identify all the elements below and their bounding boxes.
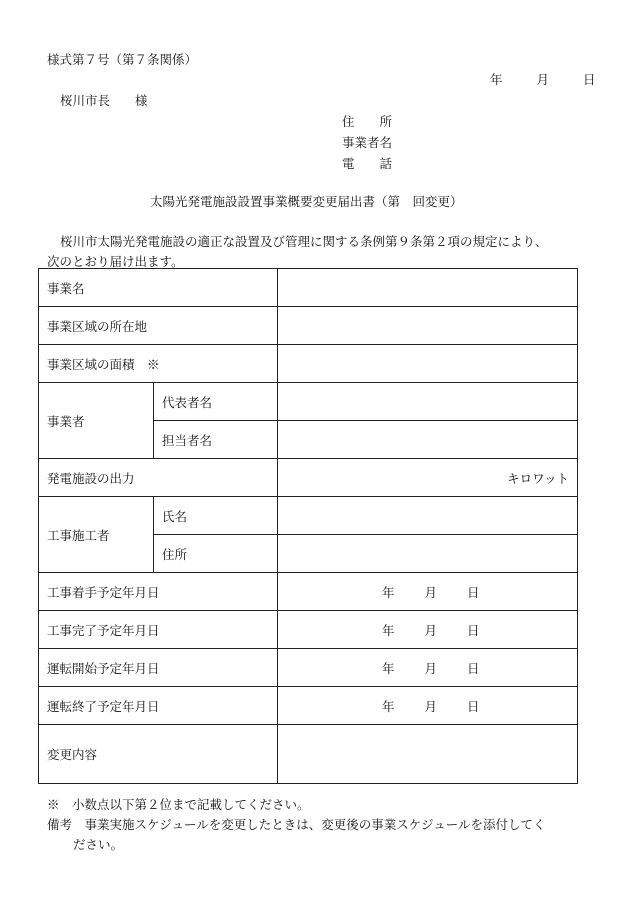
change-details-field[interactable] <box>278 725 578 784</box>
form-number: 様式第７号（第７条関係） <box>47 52 198 67</box>
row-label-contractor: 工事施工者 <box>39 497 154 573</box>
row-label-construction-end: 工事完了予定年月日 <box>39 611 278 649</box>
row-label-output: 発電施設の出力 <box>39 459 278 497</box>
day-label: 日 <box>467 622 480 638</box>
date-year-label: 年 <box>490 72 503 87</box>
contractor-address-field[interactable] <box>278 535 578 573</box>
row-label-operation-end: 運転終了予定年月日 <box>39 687 278 725</box>
operation-start-date-field[interactable] <box>278 649 578 687</box>
row-label-area-size: 事業区域の面積 ※ <box>39 345 278 383</box>
date-month-label: 月 <box>536 72 550 87</box>
remarks-line-2: ださい。 <box>73 837 124 852</box>
area-size-field[interactable] <box>278 345 578 383</box>
row-label-representative: 代表者名 <box>154 383 278 421</box>
month-label: 月 <box>424 584 438 600</box>
document-title: 太陽光発電施設設置事業概要変更届出書（第 回変更） <box>150 194 463 209</box>
table-row <box>39 611 578 649</box>
table-row <box>39 687 578 725</box>
row-label-area-location: 事業区域の所在地 <box>39 307 278 345</box>
addressee: 桜川市長 様 <box>60 93 148 108</box>
address-label: 住 所 <box>342 114 393 129</box>
row-label-business-name: 事業名 <box>39 269 278 307</box>
date-day-label: 日 <box>583 72 596 87</box>
table-row <box>39 307 578 345</box>
output-unit: キロワット <box>507 470 570 486</box>
notification-table <box>38 268 578 784</box>
month-label: 月 <box>424 660 438 676</box>
table-row <box>39 269 578 307</box>
table-row <box>39 345 578 383</box>
row-label-change-details: 変更内容 <box>39 725 278 784</box>
table-row <box>39 459 578 497</box>
footnote: ※ 小数点以下第２位まで記載してください。 <box>47 797 310 812</box>
construction-end-date-field[interactable] <box>278 611 578 649</box>
row-label-contractor-name: 氏名 <box>154 497 278 535</box>
contractor-name-field[interactable] <box>278 497 578 535</box>
day-label: 日 <box>467 660 480 676</box>
output-field[interactable] <box>278 459 578 497</box>
table-row <box>39 497 578 535</box>
table-row <box>39 383 578 421</box>
day-label: 日 <box>467 584 480 600</box>
contact-person-field[interactable] <box>278 421 578 459</box>
row-label-contact-person: 担当者名 <box>154 421 278 459</box>
row-label-construction-start: 工事着手予定年月日 <box>39 573 278 611</box>
construction-start-date-field[interactable] <box>278 573 578 611</box>
business-name-field[interactable] <box>278 269 578 307</box>
row-label-operator: 事業者 <box>39 383 154 459</box>
operation-end-date-field[interactable] <box>278 687 578 725</box>
table-row <box>39 573 578 611</box>
month-label: 月 <box>424 622 438 638</box>
business-name-label: 事業者名 <box>342 135 393 150</box>
area-location-field[interactable] <box>278 307 578 345</box>
intro-line-2: 次のとおり届け出ます。 <box>47 254 184 269</box>
intro-line-1: 桜川市太陽光発電施設の適正な設置及び管理に関する条例第９条第２項の規定により、 <box>60 234 548 249</box>
day-label: 日 <box>467 698 480 714</box>
year-label: 年 <box>382 584 395 600</box>
year-label: 年 <box>382 698 395 714</box>
representative-field[interactable] <box>278 383 578 421</box>
phone-label: 電 話 <box>342 156 393 171</box>
row-label-contractor-address: 住所 <box>154 535 278 573</box>
month-label: 月 <box>424 698 438 714</box>
year-label: 年 <box>382 622 395 638</box>
year-label: 年 <box>382 660 395 676</box>
table-row <box>39 649 578 687</box>
row-label-operation-start: 運転開始予定年月日 <box>39 649 278 687</box>
remarks-line-1: 備考 事業実施スケジュールを変更したときは、変更後の事業スケジュールを添付してく <box>47 817 546 832</box>
date-line <box>490 70 596 88</box>
table-row <box>39 725 578 784</box>
